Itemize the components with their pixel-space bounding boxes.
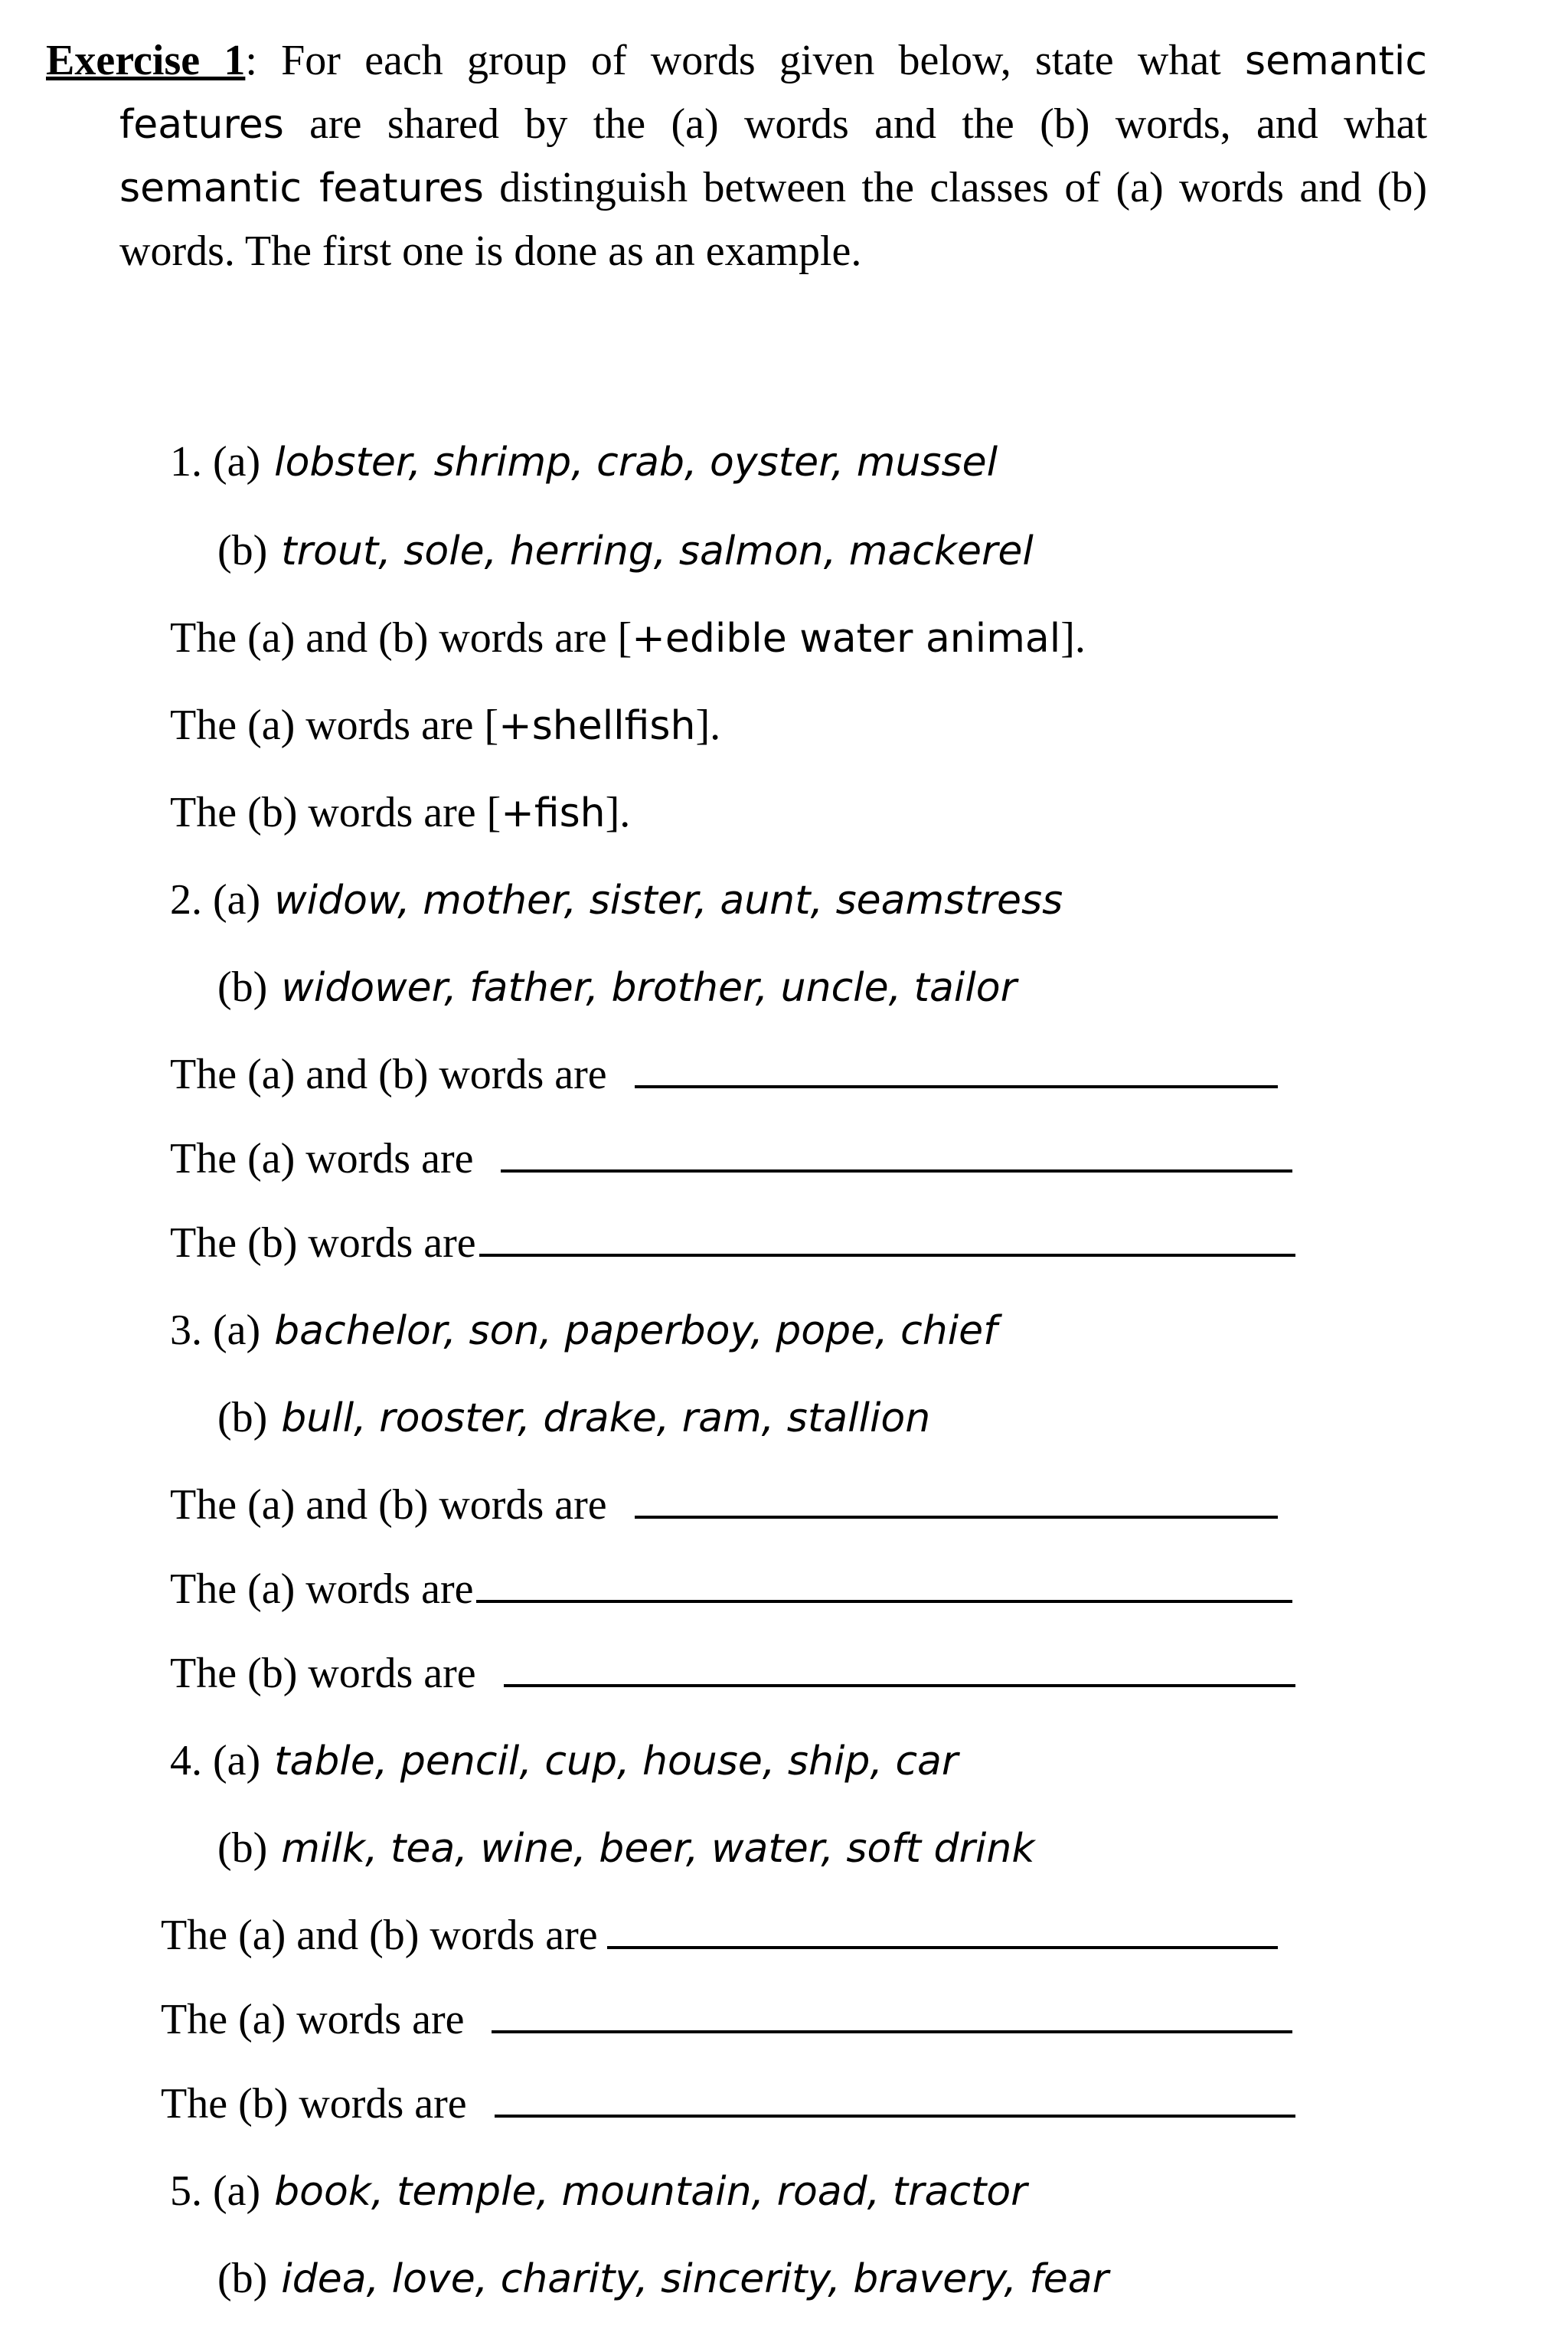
answer-blank[interactable] [635,1516,1278,1519]
group-5-a-line [170,2164,1027,2219]
group-3-b-line [217,1391,930,1445]
answer-feature: +fish [501,790,606,836]
group-3-answer-both [170,1478,1278,1532]
group-number: 4. [170,1737,202,1784]
answer-prompt: The (b) words are [161,2080,467,2128]
instruction-highlight-2: semantic features [119,165,484,211]
answer-prompt: The (a) and (b) words are [170,1481,607,1529]
group-1-a-line [170,435,998,489]
group-number: 1. [170,438,202,486]
group-3-answer-a [170,1562,1292,1616]
group-1-b-line [217,524,1034,578]
answer-prompt: The (a) words are [170,702,474,749]
answer-blank[interactable] [504,1684,1295,1687]
exercise-label: Exercise 1 [46,37,246,84]
group-1-a-words: lobster, shrimp, crab, oyster, mussel [274,440,998,486]
group-4-b-line [217,1821,1034,1876]
answer-blank[interactable] [607,1946,1278,1949]
label-a: (a) [213,1737,261,1784]
group-2-a-words: widow, mother, sister, aunt, seamstress [274,878,1063,924]
group-3-answer-b [170,1647,1295,1700]
group-5-b-line [217,2252,1109,2306]
answer-blank[interactable] [495,2115,1295,2118]
answer-prompt: The (b) words are [170,1650,476,1697]
group-number: 3. [170,1307,202,1354]
instruction-text-1: : For each group of words given below, state what [245,37,1245,84]
answer-blank[interactable] [492,2030,1292,2033]
group-2-answer-both [170,1048,1278,1101]
group-4-answer-a [161,1993,1292,2046]
answer-blank[interactable] [479,1254,1295,1257]
group-1-answer-both: The (a) and (b) words are [ +edible water animal ]. [170,611,1086,666]
group-4-answer-both [161,1909,1278,1962]
group-4-a-words: table, pencil, cup, house, ship, car [274,1739,959,1784]
group-number: 5. [170,2167,202,2215]
group-5-a-words: book, temple, mountain, road, tractor [274,2169,1027,2215]
label-b: (b) [217,963,268,1011]
answer-prompt: The (a) words are [170,1135,474,1182]
group-2-a-line [170,873,1063,927]
group-2-answer-b [170,1216,1295,1270]
answer-prompt: The (a) words are [170,1565,474,1613]
answer-prompt: The (a) and (b) words are [170,1051,607,1098]
group-3-a-line [170,1303,997,1358]
group-2-b-line [217,960,1017,1015]
label-a: (a) [213,2167,261,2215]
group-2-b-words: widower, father, brother, uncle, tailor [281,965,1018,1011]
label-a: (a) [213,1307,261,1354]
label-a: (a) [213,876,261,924]
answer-prompt: The (a) and (b) words are [170,614,607,662]
label-b: (b) [217,1824,268,1872]
label-b: (b) [217,1394,268,1441]
group-4-a-line [170,1734,958,1788]
answer-feature: +edible water animal [632,616,1061,662]
instruction-highlight-1: semantic features [119,38,1427,148]
answer-prompt: The (a) words are [161,1996,465,2043]
instruction-text-3: distinguish between the classes of (a) words and (b) words. The first one is done as an example. [119,164,1427,275]
group-5-b-words: idea, love, charity, sincerity, bravery, fear [281,2256,1109,2302]
group-1-b-words: trout, sole, herring, salmon, mackerel [281,528,1034,574]
group-4-answer-b [161,2077,1295,2131]
group-number: 2. [170,876,202,924]
answer-prompt: The (a) and (b) words are [161,1912,598,1959]
answer-blank[interactable] [501,1169,1292,1173]
group-1-answer-b: The (b) words are [ +fish ]. [170,786,630,840]
label-a: (a) [213,438,261,486]
answer-prompt: The (b) words are [170,789,476,836]
instruction-text-2: are shared by the (a) words and the (b) words, and what [283,100,1427,148]
group-2-answer-a [170,1132,1292,1186]
label-b: (b) [217,527,268,574]
group-3-a-words: bachelor, son, paperboy, pope, chief [274,1308,998,1354]
group-3-b-words: bull, rooster, drake, ram, stallion [281,1395,931,1441]
answer-prompt: The (b) words are [170,1219,476,1267]
answer-blank[interactable] [635,1085,1278,1088]
group-1-answer-a: The (a) words are [ +shellfish ]. [170,698,720,753]
answer-blank[interactable] [476,1600,1292,1603]
group-4-b-words: milk, tea, wine, beer, water, soft drink [281,1826,1035,1872]
answer-feature: +shellfish [498,703,696,749]
label-b: (b) [217,2255,268,2302]
exercise-instructions [46,29,1427,283]
